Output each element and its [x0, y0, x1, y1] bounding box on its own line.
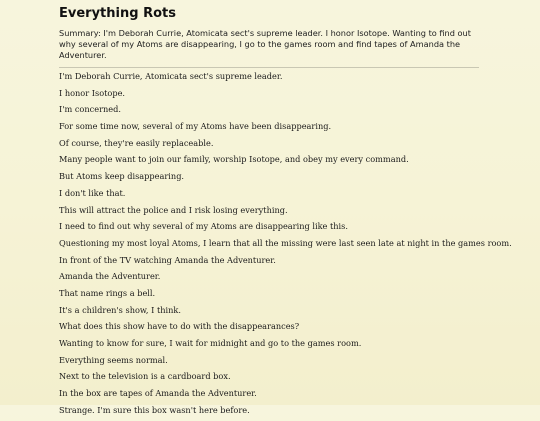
story-paragraph: For some time now, several of my Atoms have been disappearing. [59, 121, 332, 132]
story-paragraph: But Atoms keep disappearing. [59, 171, 185, 182]
story-paragraph: In the box are tapes of Amanda the Adventurer. [59, 388, 257, 399]
story-body [59, 71, 512, 416]
story-paragraph: Strange. I'm sure this box wasn't here before. [59, 404, 250, 415]
story-paragraph: Many people want to join our family, worship Isotope, and obey my every command. [59, 154, 409, 165]
story-paragraph: In front of the TV watching Amanda the Adventurer. [59, 254, 276, 265]
story-paragraph: I'm concerned. [59, 104, 121, 115]
divider [59, 67, 479, 68]
story-paragraph: That name rings a bell. [59, 287, 156, 298]
story-paragraph: I'm Deborah Currie, Atomicata sect's supreme leader. [59, 71, 283, 81]
story-paragraph: Wanting to know for sure, I wait for midnight and go to the games room. [59, 338, 362, 348]
story-paragraph: I honor Isotope. [59, 87, 126, 98]
story-paragraph: I need to find out why several of my Atoms are disappearing like this. [59, 221, 348, 232]
story-paragraph: What does this show have to do with the disappearances? [59, 321, 300, 332]
story-paragraph: Amanda the Adventurer. [59, 271, 161, 282]
story-title: Everything Rots [59, 6, 176, 21]
story-paragraph: I don't like that. [59, 187, 126, 198]
story-paragraph: Questioning my most loyal Atoms, I learn that all the missing were last seen late at night in the games room. [59, 237, 512, 248]
story-paragraph: Of course, they're easily replaceable. [59, 137, 214, 148]
story-paragraph: Everything seems normal. [59, 354, 168, 365]
story-paragraph: Next to the television is a cardboard box. [59, 371, 231, 382]
story-paragraph: It's a children's show, I think. [59, 304, 181, 315]
story-paragraph: This will attract the police and I risk losing everything. [59, 204, 288, 215]
story-page [59, 0, 512, 421]
story-summary: Summary: I'm Deborah Currie, Atomicata sect's supreme leader. I honor Isotope. Wanting to find out why several of my Atoms are disappearing, I go to the games room and find tapes of Amanda the Adventurer. [59, 28, 471, 60]
